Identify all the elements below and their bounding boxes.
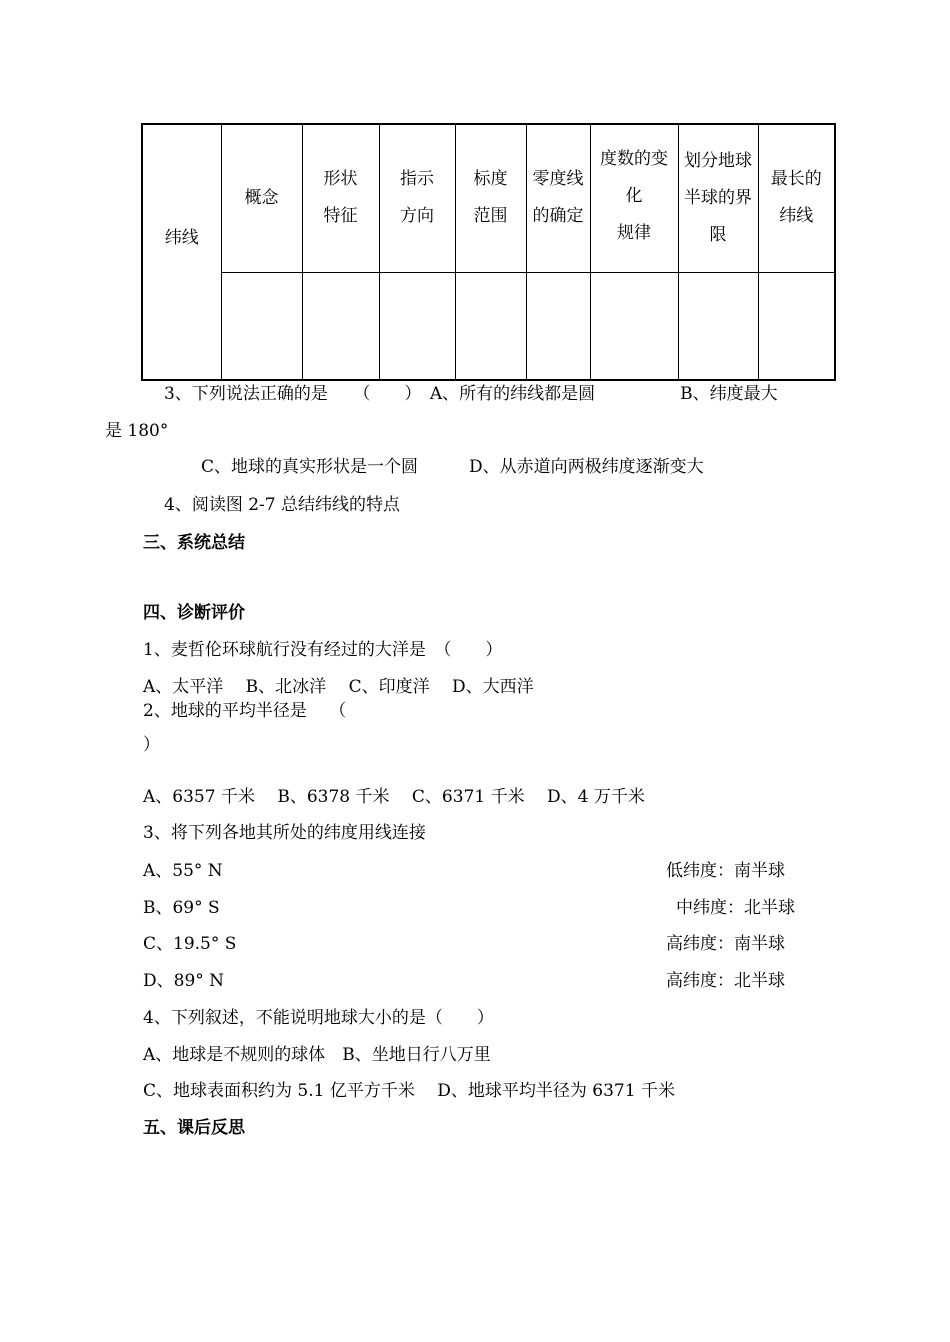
- header-cell: [221, 124, 302, 272]
- header-cell: [526, 124, 590, 272]
- latitude-table: [141, 123, 836, 381]
- header-zero-line: 零度线 的确定: [532, 169, 584, 227]
- q3-line2: 是 180°: [105, 421, 169, 441]
- header-hemisphere-boundary: 划分地球 半球的界 限: [684, 150, 752, 245]
- answer-cell[interactable]: [379, 272, 455, 380]
- header-cell: [455, 124, 526, 272]
- header-degree-rule: 度数的变 化 规律: [600, 148, 668, 243]
- header-shape: 形状 特征: [323, 169, 358, 227]
- header-direction: 指示 方向: [400, 169, 434, 227]
- section-title: 三、系统总结: [143, 533, 245, 553]
- answer-cell[interactable]: [302, 272, 379, 380]
- answer-cell[interactable]: [526, 272, 590, 380]
- answer-cell[interactable]: [678, 272, 758, 380]
- zone-item: 低纬度：南半球: [666, 861, 785, 881]
- header-cell: [379, 124, 455, 272]
- eval-q3: 3、将下列各地其所处的纬度用线连接: [143, 823, 426, 843]
- q3-line3: C、地球的真实形状是一个圆 D、从赤道向两极纬度逐渐变大: [201, 457, 704, 477]
- q4-text: 4、阅读图 2-7 总结纬线的特点: [164, 495, 400, 515]
- header-cell: [590, 124, 678, 272]
- eval-q4-options-1: A、地球是不规则的球体 B、坐地日行八万里: [143, 1045, 491, 1065]
- eval-q1: 1、麦哲伦环球航行没有经过的大洋是 （ ）: [143, 640, 503, 660]
- header-cell: [302, 124, 379, 272]
- eval-q1-options: A、太平洋 B、北冰洋 C、印度洋 D、大西洋: [143, 677, 534, 697]
- eval-q4-options-2: C、地球表面积约为 5.1 亿平方千米 D、地球平均半径为 6371 千米: [143, 1081, 675, 1101]
- place-item: D、89° N: [143, 971, 225, 991]
- place-item: B、69° S: [143, 898, 220, 918]
- section-title: 四、诊断评价: [143, 603, 245, 623]
- answer-cell[interactable]: [455, 272, 526, 380]
- q3-line1: 3、下列说法正确的是 （ ） A、所有的纬线都是圆 B、纬度最大: [164, 384, 778, 404]
- zone-item: 高纬度：南半球: [666, 934, 785, 954]
- place-item: C、19.5° S: [143, 934, 237, 954]
- eval-q4: 4、下列叙述，不能说明地球大小的是（ ）: [143, 1008, 494, 1028]
- eval-q2: 2、地球的平均半径是 （: [143, 701, 347, 721]
- zone-item: 中纬度：北半球: [676, 898, 795, 918]
- header-longest-latitude: 最长的 纬线: [770, 169, 822, 227]
- row-label-cell: [142, 124, 221, 380]
- section-title: 五、课后反思: [143, 1118, 245, 1138]
- header-concept: 概念: [244, 187, 279, 208]
- header-cell: [758, 124, 835, 272]
- answer-cell[interactable]: [590, 272, 678, 380]
- zone-item: 高纬度：北半球: [666, 971, 785, 991]
- answer-cell[interactable]: [221, 272, 302, 380]
- answer-cell[interactable]: [758, 272, 835, 380]
- place-item: A、55° N: [143, 861, 223, 881]
- eval-q2-options: A、6357 千米 B、6378 千米 C、6371 千米 D、4 万千米: [143, 787, 645, 807]
- row-label: 纬线: [164, 227, 199, 248]
- eval-q2-close: ）: [143, 735, 160, 755]
- header-range: 标度 范围: [473, 169, 508, 227]
- header-cell: [678, 124, 758, 272]
